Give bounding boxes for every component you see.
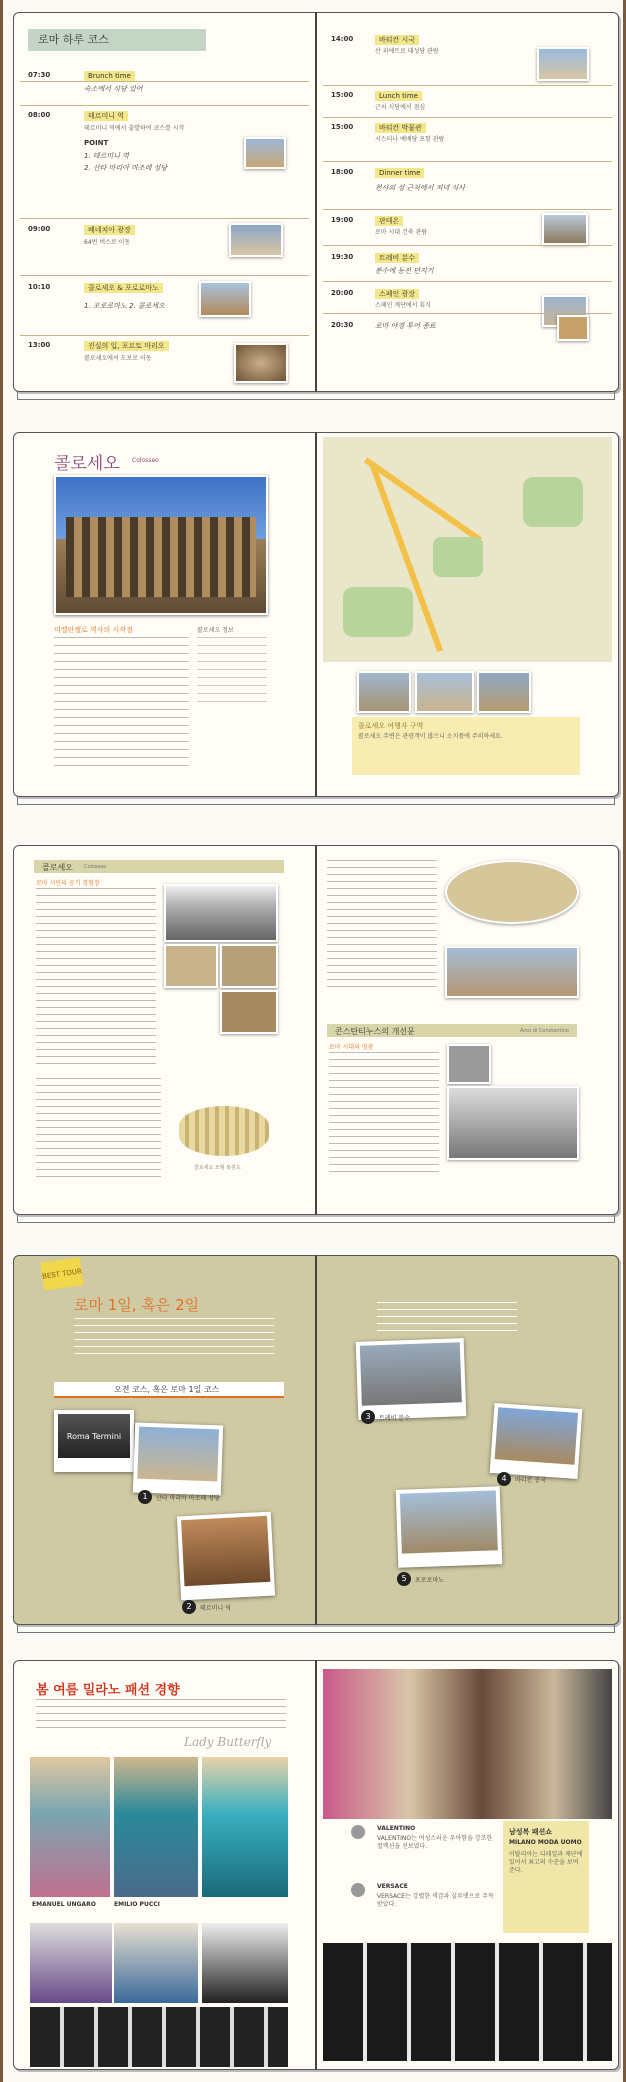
book-spine: [315, 845, 317, 1215]
runway-photo: [30, 1923, 112, 2003]
page-left: [13, 432, 316, 797]
colosseum-photo: [54, 475, 268, 615]
polaroid-stop-2: [177, 1512, 275, 1601]
section-title: 콘스탄티누스의 개선문: [335, 1027, 415, 1036]
body-text-block: [36, 888, 156, 1068]
subsection-label: 로마 시민의 공기 경험장: [36, 880, 100, 887]
runway-photo: [114, 1923, 198, 2003]
book-spine: [315, 12, 317, 392]
brand-desc: VERSACE는 강렬한 색감과 실루엣으로 주목받았다.: [377, 1893, 494, 1908]
colosseo-title: 콜로세오: [54, 454, 120, 474]
stop-number: 3: [361, 1410, 375, 1424]
arch-bw-photo: [447, 1044, 491, 1084]
schedule-tag: 콜로세오 & 포로로마노: [84, 283, 163, 293]
body-text-block: [327, 860, 437, 990]
stop-number: 2: [182, 1600, 196, 1614]
time-label: 18:00: [331, 168, 354, 176]
page-right: [316, 845, 619, 1215]
polaroid-stop-1: [133, 1422, 223, 1495]
time-label: 20:30: [331, 321, 354, 329]
body-text-block: [329, 1052, 439, 1172]
stop-number: 1: [138, 1490, 152, 1504]
schedule-desc: 콜로세오에서 도보로 이동: [84, 355, 152, 362]
runway-photo: [202, 1923, 288, 2003]
side-title: 남성복 패션쇼: [509, 1828, 553, 1836]
schedule-tag: Dinner time: [375, 168, 424, 178]
page-left: [13, 12, 316, 392]
schedule-desc: 64번 버스로 이동: [84, 239, 131, 246]
runway-photo: [323, 1669, 612, 1819]
runway-strip: [323, 1943, 612, 2061]
map: [323, 437, 612, 662]
arena-photo: [220, 944, 278, 988]
sign-text: Roma Termini: [66, 1432, 122, 1441]
colosseo-title-en: Colosseo: [132, 457, 159, 464]
pantheon-photo: [542, 213, 588, 245]
designer-label: EMILIO PUCCI: [114, 1901, 160, 1908]
section-header: [34, 860, 284, 873]
fashion-subtitle: Lady Butterfly: [184, 1735, 272, 1749]
church-photo: [244, 137, 286, 169]
schedule-note: 1. 포로로마노 2. 콜로세오: [84, 302, 165, 310]
schedule-note: 분수에 동전 던지기: [375, 267, 434, 275]
page-edges: [17, 391, 615, 400]
schedule-desc: 로마 시대 건축 관람: [375, 229, 428, 236]
polaroid-stop-5: [396, 1486, 503, 1568]
note-box: [352, 717, 580, 775]
runway-photo: [114, 1757, 198, 1897]
ticket-photo: [557, 315, 589, 341]
colosseum-bw-photo: [164, 884, 278, 942]
stop-label: 산타 마리아 마조레 성당: [156, 1495, 220, 1502]
schedule-tag: 바티칸 박물관: [375, 123, 426, 133]
schedule-desc: 테르미니 역에서 출발하여 코스를 시작: [84, 125, 185, 132]
intro-text-block: [74, 1318, 274, 1358]
time-label: 15:00: [331, 123, 354, 131]
book-spine: [315, 1255, 317, 1625]
designer-label: EMANUEL UNGARO: [32, 1901, 96, 1908]
page-left: [13, 845, 316, 1215]
time-label: 13:00: [28, 341, 51, 349]
section-title: 콜로세오: [42, 863, 73, 872]
ruins-photo: [415, 671, 474, 713]
arch-wide-photo: [447, 1086, 579, 1160]
page-edges: [17, 1624, 615, 1633]
subsection-label: 로마 시대의 영광: [329, 1044, 374, 1051]
point-item: 2. 산타 마리아 마조레 성당: [84, 164, 168, 172]
arch-photo: [477, 671, 531, 713]
stop-number: 4: [497, 1472, 511, 1486]
schedule-tag: 테르미니 역: [84, 111, 128, 121]
polaroid-stop-3: [356, 1338, 467, 1420]
runway-photo: [202, 1757, 288, 1897]
spread-fashion: [13, 1660, 619, 2070]
page-frame: [3, 0, 623, 2082]
page-right: [316, 1660, 619, 2070]
point-item: 1. 테르미니 역: [84, 152, 129, 160]
spread-colosseo-arco: [13, 845, 619, 1215]
versace-avatar: [351, 1883, 365, 1897]
course-label: 오전 코스, 혹은 로마 1일 코스: [114, 1385, 220, 1394]
schedule-tag: 베네치아 광장: [84, 225, 135, 235]
gallery-photo: [220, 990, 278, 1034]
book-spine: [315, 1660, 317, 2070]
best-tour-badge: BEST TOUR: [40, 1257, 84, 1290]
time-label: 20:00: [331, 289, 354, 297]
guards-photo: [445, 946, 579, 998]
brand-name: VERSACE: [377, 1883, 408, 1890]
schedule-desc: 근처 식당에서 점심: [375, 104, 426, 111]
page-right: [316, 1255, 619, 1625]
schedule-tag: Lunch time: [375, 91, 422, 101]
brand-name: VALENTINO: [377, 1825, 416, 1832]
map-park: [523, 477, 583, 527]
side-text: 이탈리아는 디테일과 재단에 있어서 최고의 수준을 보여준다.: [509, 1851, 583, 1874]
page-left: [13, 1255, 316, 1625]
stop-number: 5: [397, 1572, 411, 1586]
time-label: 08:00: [28, 111, 51, 119]
time-label: 14:00: [331, 35, 354, 43]
time-label: 19:00: [331, 216, 354, 224]
page-edges: [17, 796, 615, 805]
book-spine: [315, 432, 317, 797]
schedule-note: 천사의 성 근처에서 저녁 식사: [375, 184, 466, 192]
spread-best-tour: [13, 1255, 619, 1625]
spread-colosseo: [13, 432, 619, 797]
page-right: [316, 12, 619, 392]
mouth-of-truth-photo: [234, 343, 288, 383]
brand-desc: VALENTINO는 여성스러운 우아함을 강조한 컬렉션을 선보였다.: [377, 1835, 493, 1850]
page-edges: [17, 1214, 615, 1223]
spread-day-course: [13, 12, 619, 392]
forum-photo: [357, 671, 411, 713]
section-label: 미켈란젤로 역사의 시작점: [54, 626, 133, 634]
map-park: [343, 587, 413, 637]
schedule-tag: 트레비 분수: [375, 253, 419, 263]
runway-photo: [30, 1757, 110, 1897]
time-label: 07:30: [28, 71, 51, 79]
time-label: 15:00: [331, 91, 354, 99]
colosseum-photo: [199, 281, 251, 317]
schedule-tag: 판테온: [375, 216, 403, 226]
colosseum-model: [179, 1106, 269, 1156]
colosseum-arches: [66, 517, 256, 597]
map-park: [433, 537, 483, 577]
course-title: 로마 하루 코스: [28, 29, 206, 51]
valentino-avatar: [351, 1825, 365, 1839]
time-label: 10:10: [28, 283, 51, 291]
page-left: [13, 1660, 316, 2070]
body-text-block: [36, 1078, 161, 1178]
schedule-desc: 시스티나 예배당 포함 관람: [375, 136, 445, 143]
course-header: [54, 1382, 284, 1398]
forum-model-photo: [445, 860, 579, 924]
note-title: 콜로세오 여행자 구역: [358, 722, 424, 730]
intro-text-block: [377, 1302, 517, 1332]
schedule-desc: 스페인 계단에서 휴식: [375, 302, 431, 309]
info-label: 콜로세오 정보: [197, 627, 234, 634]
note-text: 콜로세오 주변은 관광객이 많으니 소지품에 주의하세요.: [358, 733, 503, 740]
stop-label: 트레비 분수: [379, 1415, 410, 1422]
square-photo: [229, 223, 283, 257]
runway-strip: [30, 2007, 288, 2067]
stop-label: 바티칸 공국: [515, 1477, 546, 1484]
info-text-block: [197, 637, 267, 707]
schedule-tag: 바티칸 시국: [375, 35, 419, 45]
section-header: [327, 1024, 577, 1037]
schedule-note: 로마 야경 투어 종료: [375, 322, 436, 330]
body-text-block: [54, 637, 189, 767]
schedule-note: 숙소에서 식당 있어: [84, 85, 143, 93]
model-caption: 콜로세오 모형 복원도: [194, 1165, 241, 1171]
time-label: 09:00: [28, 225, 51, 233]
intro-text-block: [36, 1699, 286, 1733]
schedule-desc: 산 피에트로 대성당 관람: [375, 48, 439, 55]
side-box: [503, 1821, 589, 1933]
interior-photo: [164, 944, 218, 988]
side-subtitle: MILANO MODA UOMO: [509, 1839, 582, 1846]
section-title-en: Arco di Constantino: [519, 1028, 569, 1034]
polaroid-stop-4: [490, 1403, 583, 1479]
stop-label: 테르미니 역: [200, 1605, 231, 1612]
time-label: 19:30: [331, 253, 354, 261]
vatican-photo: [537, 47, 589, 81]
fashion-title: 봄 여름 밀라노 패션 경향: [36, 1683, 180, 1698]
schedule-tag: 스페인 광장: [375, 289, 419, 299]
section-title-en: Colosseo: [84, 864, 107, 870]
point-label: POINT: [84, 139, 109, 147]
schedule-tag: Brunch time: [84, 71, 135, 81]
page-right: [316, 432, 619, 797]
tour-title: 로마 1일, 혹은 2일: [74, 1296, 200, 1314]
stop-label: 포로로마노: [415, 1577, 444, 1584]
polaroid-termini: [54, 1410, 134, 1472]
schedule-tag: 진실의 입, 포르토 마리오: [84, 341, 169, 351]
